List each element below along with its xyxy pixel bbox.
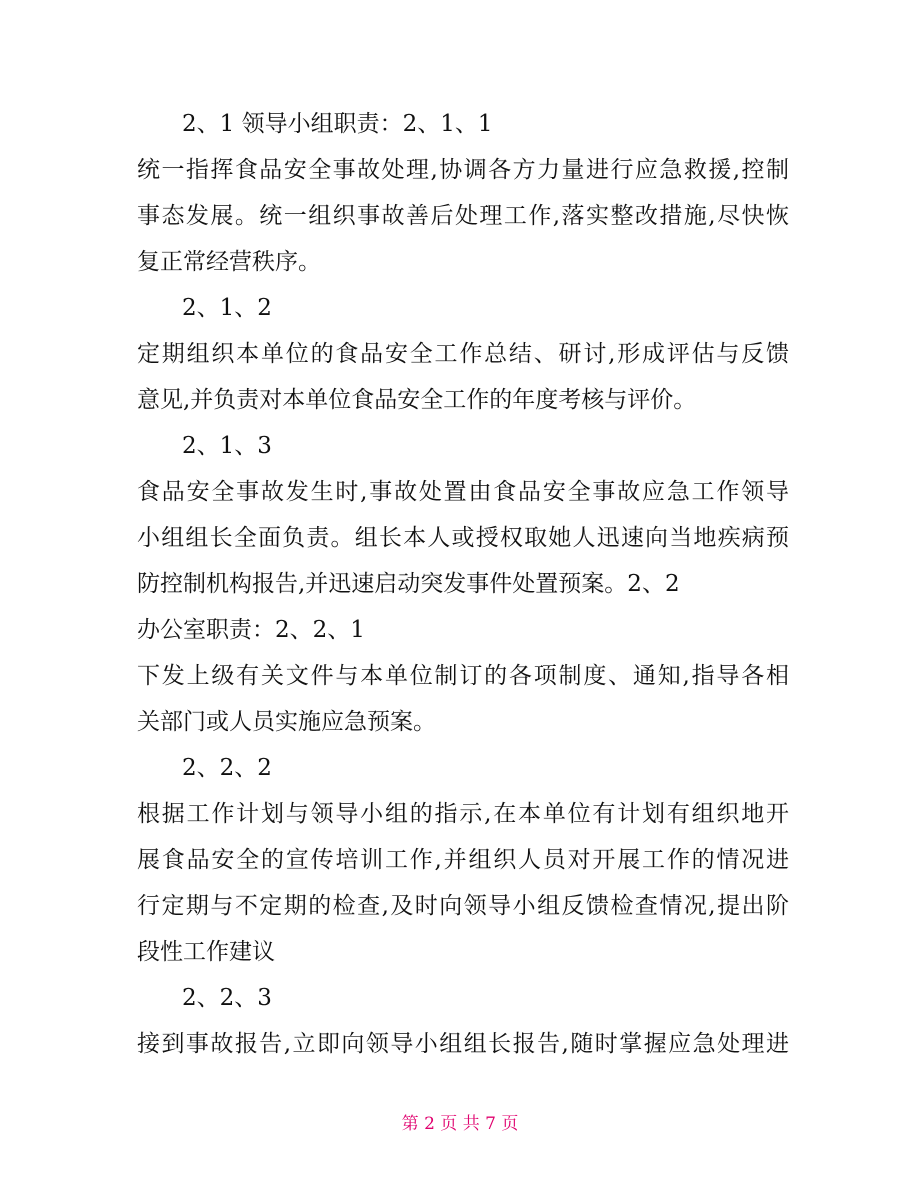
body-text-line: 食品安全事故发生时,事故处置由食品安全事故应急工作领导: [137, 479, 789, 505]
body-text-line: 事态发展。统一组织事故善后处理工作,落实整改措施,尽快恢: [137, 203, 789, 229]
section-number-line: 2、2、3: [182, 985, 272, 1011]
body-text-line: 复正常经营秩序。: [137, 249, 321, 275]
body-text-line: 统一指挥食品安全事故处理,协调各方力量进行应急救援,控制: [137, 157, 789, 183]
section-number-line: 2、2、2: [182, 755, 272, 781]
body-text-line: 下发上级有关文件与本单位制订的各项制度、通知,指导各相: [137, 663, 789, 689]
body-text-line: 展食品安全的宣传培训工作,并组织人员对开展工作的情况进: [137, 847, 789, 873]
section-number-line: 2、1 领导小组职责：2、1、1: [182, 111, 493, 137]
body-text-line: 段性工作建议: [137, 939, 275, 965]
body-text-line: 办公室职责：2、2、1: [137, 617, 365, 643]
section-number-line: 2、1、2: [182, 295, 272, 321]
body-text-line: 根据工作计划与领导小组的指示,在本单位有计划有组织地开: [137, 801, 789, 827]
section-number-line: 2、1、3: [182, 433, 272, 459]
body-text-line: 小组组长全面负责。组长本人或授权取她人迅速向当地疾病预: [137, 525, 789, 551]
body-text-line: 接到事故报告,立即向领导小组组长报告,随时掌握应急处理进: [137, 1031, 789, 1057]
document-body: [137, 101, 789, 1067]
body-text-line: 关部门或人员实施应急预案。: [137, 709, 436, 735]
page-footer: 第 2 页 共 7 页: [401, 1114, 519, 1134]
body-text-line: 防控制机构报告,并迅速启动突发事件处置预案。2、2: [137, 571, 680, 597]
body-text-line: 意见,并负责对本单位食品安全工作的年度考核与评价。: [137, 387, 697, 413]
body-text-line: 行定期与不定期的检查,及时向领导小组反馈检查情况,提出阶: [137, 893, 789, 919]
body-text-line: 定期组织本单位的食品安全工作总结、研讨,形成评估与反馈: [137, 341, 789, 367]
